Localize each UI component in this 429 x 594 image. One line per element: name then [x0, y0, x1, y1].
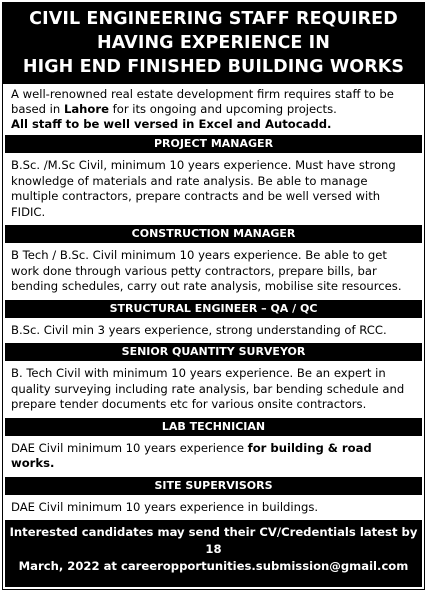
footer-line-1: Interested candidates may send their CV/Credentials latest by 18	[9, 525, 418, 556]
intro-paragraph	[3, 84, 424, 135]
intro-requirement: All staff to be well versed in Excel and Autocadd.	[11, 117, 332, 131]
lab-technician-text: DAE Civil minimum 10 years experience	[11, 440, 248, 455]
ad-footer	[5, 520, 422, 587]
section-title-project-manager: PROJECT MANAGER	[5, 135, 422, 153]
section-text-project-manager: B.Sc. /M.Sc Civil, minimum 10 years experience. Must have strong knowledge of materials and rate analysis. Be able to manage multiple contractors, prepare contracts and be well versed with FIDIC.	[11, 158, 396, 219]
section-text-quantity-surveyor: B. Tech Civil with minimum 10 years experience. Be an expert in quality surveying including rate analysis, bar bending schedule and prepare tender documents etc for various onsite contractors.	[11, 366, 405, 411]
ad-header	[3, 3, 424, 84]
section-title-construction-manager: CONSTRUCTION MANAGER	[5, 225, 422, 243]
section-text-structural-engineer: B.Sc. Civil min 3 years experience, strong understanding of RCC.	[11, 322, 387, 337]
header-line-3: HIGH END FINISHED BUILDING WORKS	[22, 57, 405, 77]
lab-technician-bold-text: for building & road works.	[11, 440, 372, 470]
section-title-lab-technician: LAB TECHNICIAN	[5, 418, 422, 436]
section-text-lab-technician	[3, 436, 424, 477]
intro-text: A well-renowned real estate development firm requires staff to be based in	[11, 87, 394, 116]
section-text-construction-manager: B Tech / B.Sc. Civil minimum 10 years experience. Be able to get work done through various petty contractors, prepare bills, bar bending schedules, carry out rate analysis, mobilise site resources.	[11, 248, 402, 293]
section-title-structural-engineer: STRUCTURAL ENGINEER – QA / QC	[5, 300, 422, 318]
header-line-2: HAVING EXPERIENCE IN	[96, 33, 331, 53]
job-advertisement	[2, 2, 425, 590]
section-text-site-supervisors: DAE Civil minimum 10 years experience in buildings.	[11, 499, 319, 514]
section-title-quantity-surveyor: SENIOR QUANTITY SURVEYOR	[5, 343, 422, 361]
header-line-1: CIVIL ENGINEERING STAFF REQUIRED	[29, 9, 398, 29]
intro-text-end: for its ongoing and upcoming projects.	[108, 102, 337, 116]
intro-city: Lahore	[63, 102, 109, 116]
section-title-site-supervisors: SITE SUPERVISORS	[5, 477, 422, 495]
footer-line-2: March, 2022 at careeropportunities.submission@gmail.com	[18, 559, 409, 573]
